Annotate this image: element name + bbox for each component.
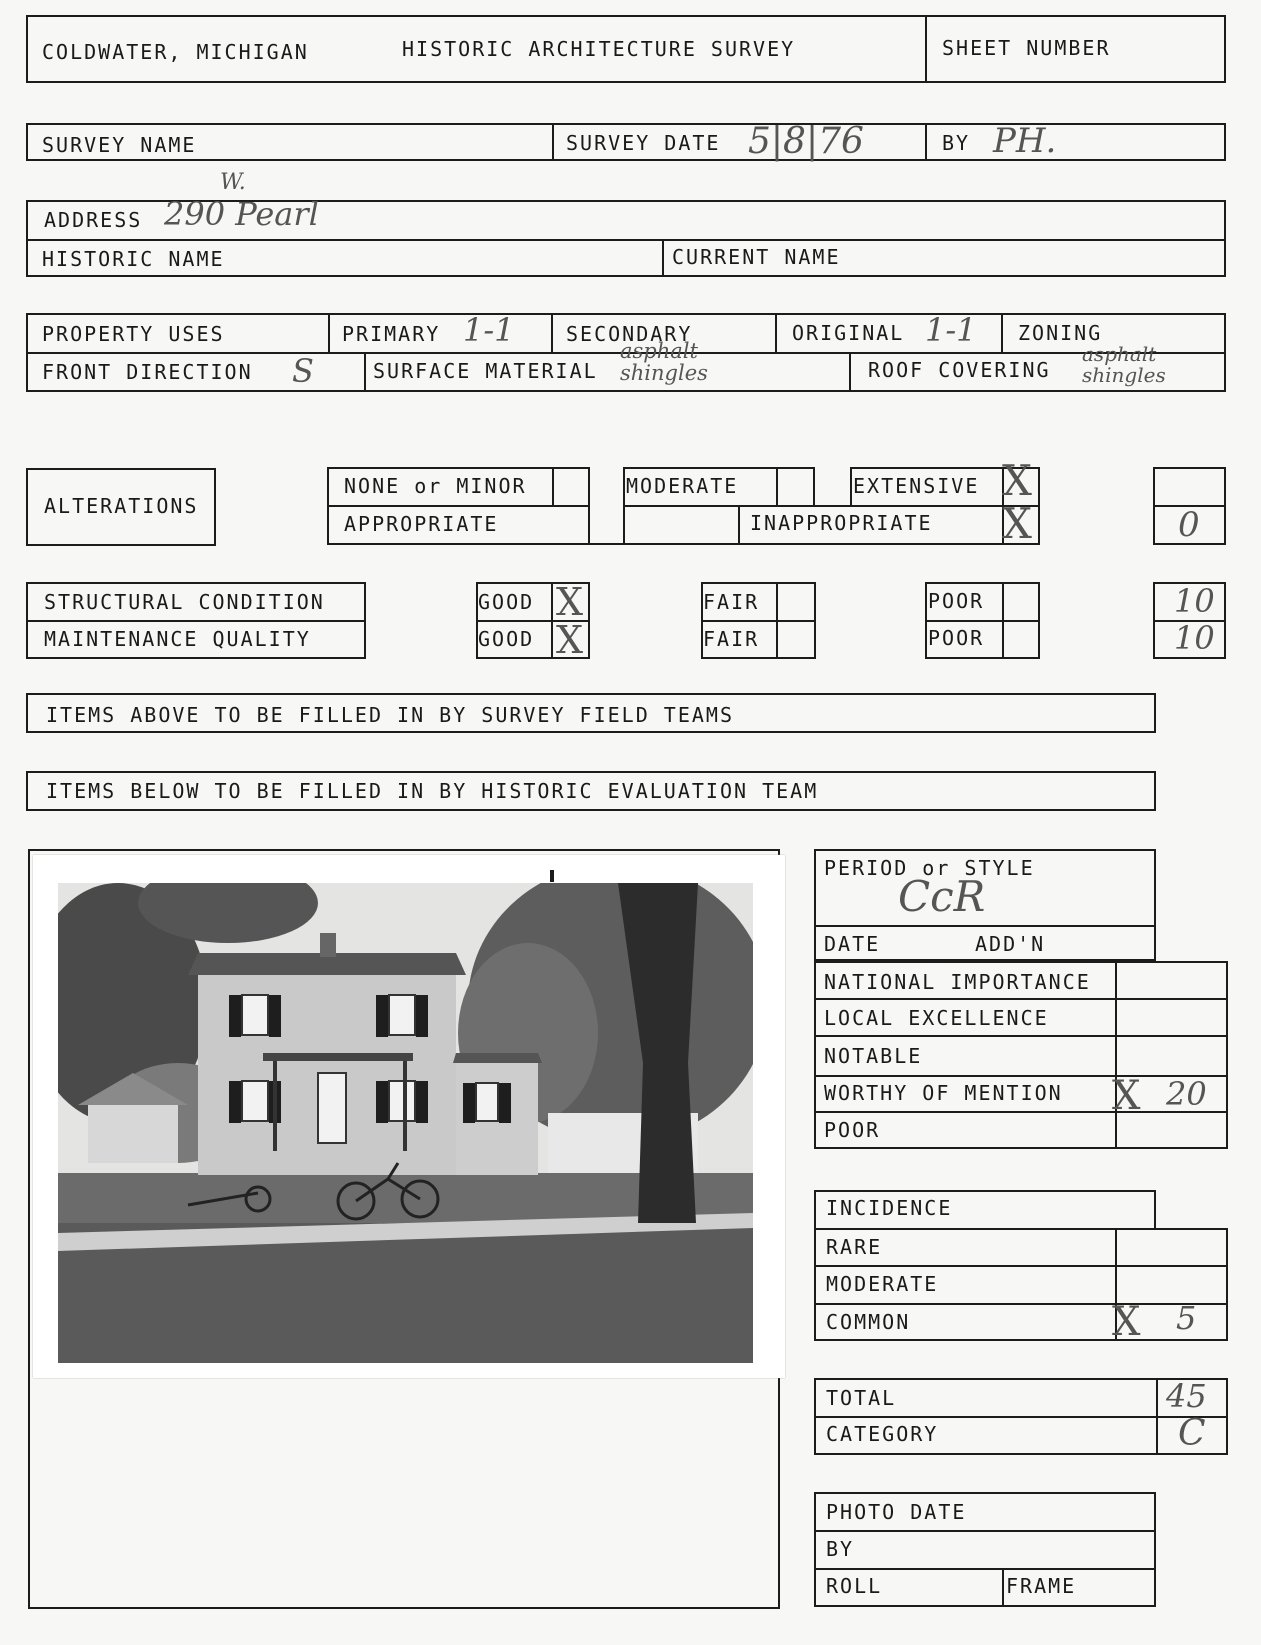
extensive-mark: X [1002, 456, 1032, 505]
survey-date-label: SURVEY DATE [566, 131, 721, 155]
structural-poor-label: POOR [928, 589, 985, 613]
original-label: ORIGINAL [792, 321, 905, 345]
notable-label: NOTABLE [824, 1044, 923, 1068]
appropriate-label: APPROPRIATE [344, 512, 499, 536]
date-label: DATE [824, 932, 881, 956]
note-above: ITEMS ABOVE TO BE FILLED IN BY SURVEY FIELD TEAMS [46, 703, 735, 727]
zoning-label: ZONING [1018, 321, 1103, 345]
by-label: BY [942, 131, 971, 155]
secondary-label: SECONDARY [566, 322, 693, 346]
addn-label: ADD'N [975, 932, 1046, 956]
structural-score: 10 [1174, 582, 1215, 620]
house-photo-image [58, 883, 753, 1363]
survey-name-label: SURVEY NAME [42, 133, 197, 157]
front-direction-value: S [292, 352, 314, 390]
worthy-mark: X [1112, 1073, 1141, 1119]
common-label: COMMON [826, 1310, 911, 1334]
primary-value: 1-1 [463, 311, 515, 349]
roof-covering-label: ROOF COVERING [868, 358, 1051, 382]
survey-date-value: 5|8|76 [748, 121, 864, 162]
none-minor-label: NONE or MINOR [344, 474, 527, 498]
common-score: 5 [1176, 1299, 1197, 1337]
incidence-moderate-label: MODERATE [826, 1272, 939, 1296]
structural-fair-label: FAIR [703, 590, 760, 614]
surface-material-value: asphalt shingles [620, 339, 708, 385]
city-label: COLDWATER, MICHIGAN [42, 40, 309, 64]
structural-good-label: GOOD [478, 590, 535, 614]
sheet-number-label: SHEET NUMBER [942, 36, 1111, 60]
original-value: 1-1 [925, 311, 977, 349]
roof-covering-value: asphalt shingles [1082, 342, 1166, 387]
local-excellence-label: LOCAL EXCELLENCE [824, 1006, 1049, 1030]
survey-title: HISTORIC ARCHITECTURE SURVEY [402, 37, 796, 61]
period-style-label: PERIOD or STYLE [824, 856, 1035, 880]
incidence-label: INCIDENCE [826, 1196, 953, 1220]
current-name-label: CURRENT NAME [672, 245, 841, 269]
primary-label: PRIMARY [342, 322, 441, 346]
address-prefix: W. [220, 170, 246, 195]
front-direction-label: FRONT DIRECTION [42, 360, 253, 384]
category-value: C [1178, 1413, 1206, 1454]
property-uses-label: PROPERTY USES [42, 322, 225, 346]
note-below: ITEMS BELOW TO BE FILLED IN BY HISTORIC EVALUATION TEAM [46, 779, 819, 803]
total-value: 45 [1166, 1377, 1207, 1415]
alterations-score: 0 [1178, 505, 1200, 545]
frame-label: FRAME [1006, 1574, 1077, 1598]
surface-material-label: SURFACE MATERIAL [373, 359, 598, 383]
historic-name-label: HISTORIC NAME [42, 247, 225, 271]
extensive-label: EXTENSIVE [853, 474, 980, 498]
period-style-value: CcR [898, 872, 986, 921]
address-value: 290 Pearl [164, 195, 319, 233]
worthy-score: 20 [1166, 1075, 1207, 1113]
rare-label: RARE [826, 1235, 883, 1259]
alterations-label: ALTERATIONS [44, 494, 199, 518]
maintenance-fair-label: FAIR [703, 627, 760, 651]
maintenance-good-label: GOOD [478, 627, 535, 651]
maintenance-good-mark: X [556, 618, 584, 662]
moderate-label: MODERATE [626, 474, 739, 498]
worthy-of-mention-label: WORTHY OF MENTION [824, 1081, 1063, 1105]
maintenance-quality-label: MAINTENANCE QUALITY [44, 627, 311, 651]
structural-good-mark: X [556, 580, 584, 624]
evaluation-poor-label: POOR [824, 1118, 881, 1142]
category-label: CATEGORY [826, 1422, 939, 1446]
maintenance-poor-label: POOR [928, 626, 985, 650]
structural-condition-label: STRUCTURAL CONDITION [44, 590, 325, 614]
maintenance-score: 10 [1174, 619, 1215, 657]
inappropriate-label: INAPPROPRIATE [750, 511, 933, 535]
photo-date-label: PHOTO DATE [826, 1500, 967, 1524]
by-value: PH. [993, 121, 1057, 161]
photo-by-label: BY [826, 1537, 855, 1561]
total-label: TOTAL [826, 1386, 897, 1410]
national-importance-label: NATIONAL IMPORTANCE [824, 970, 1091, 994]
address-label: ADDRESS [44, 208, 143, 232]
roll-label: ROLL [826, 1574, 883, 1598]
common-mark: X [1112, 1299, 1141, 1345]
inappropriate-mark: X [1002, 499, 1032, 548]
house-photograph [58, 883, 753, 1363]
